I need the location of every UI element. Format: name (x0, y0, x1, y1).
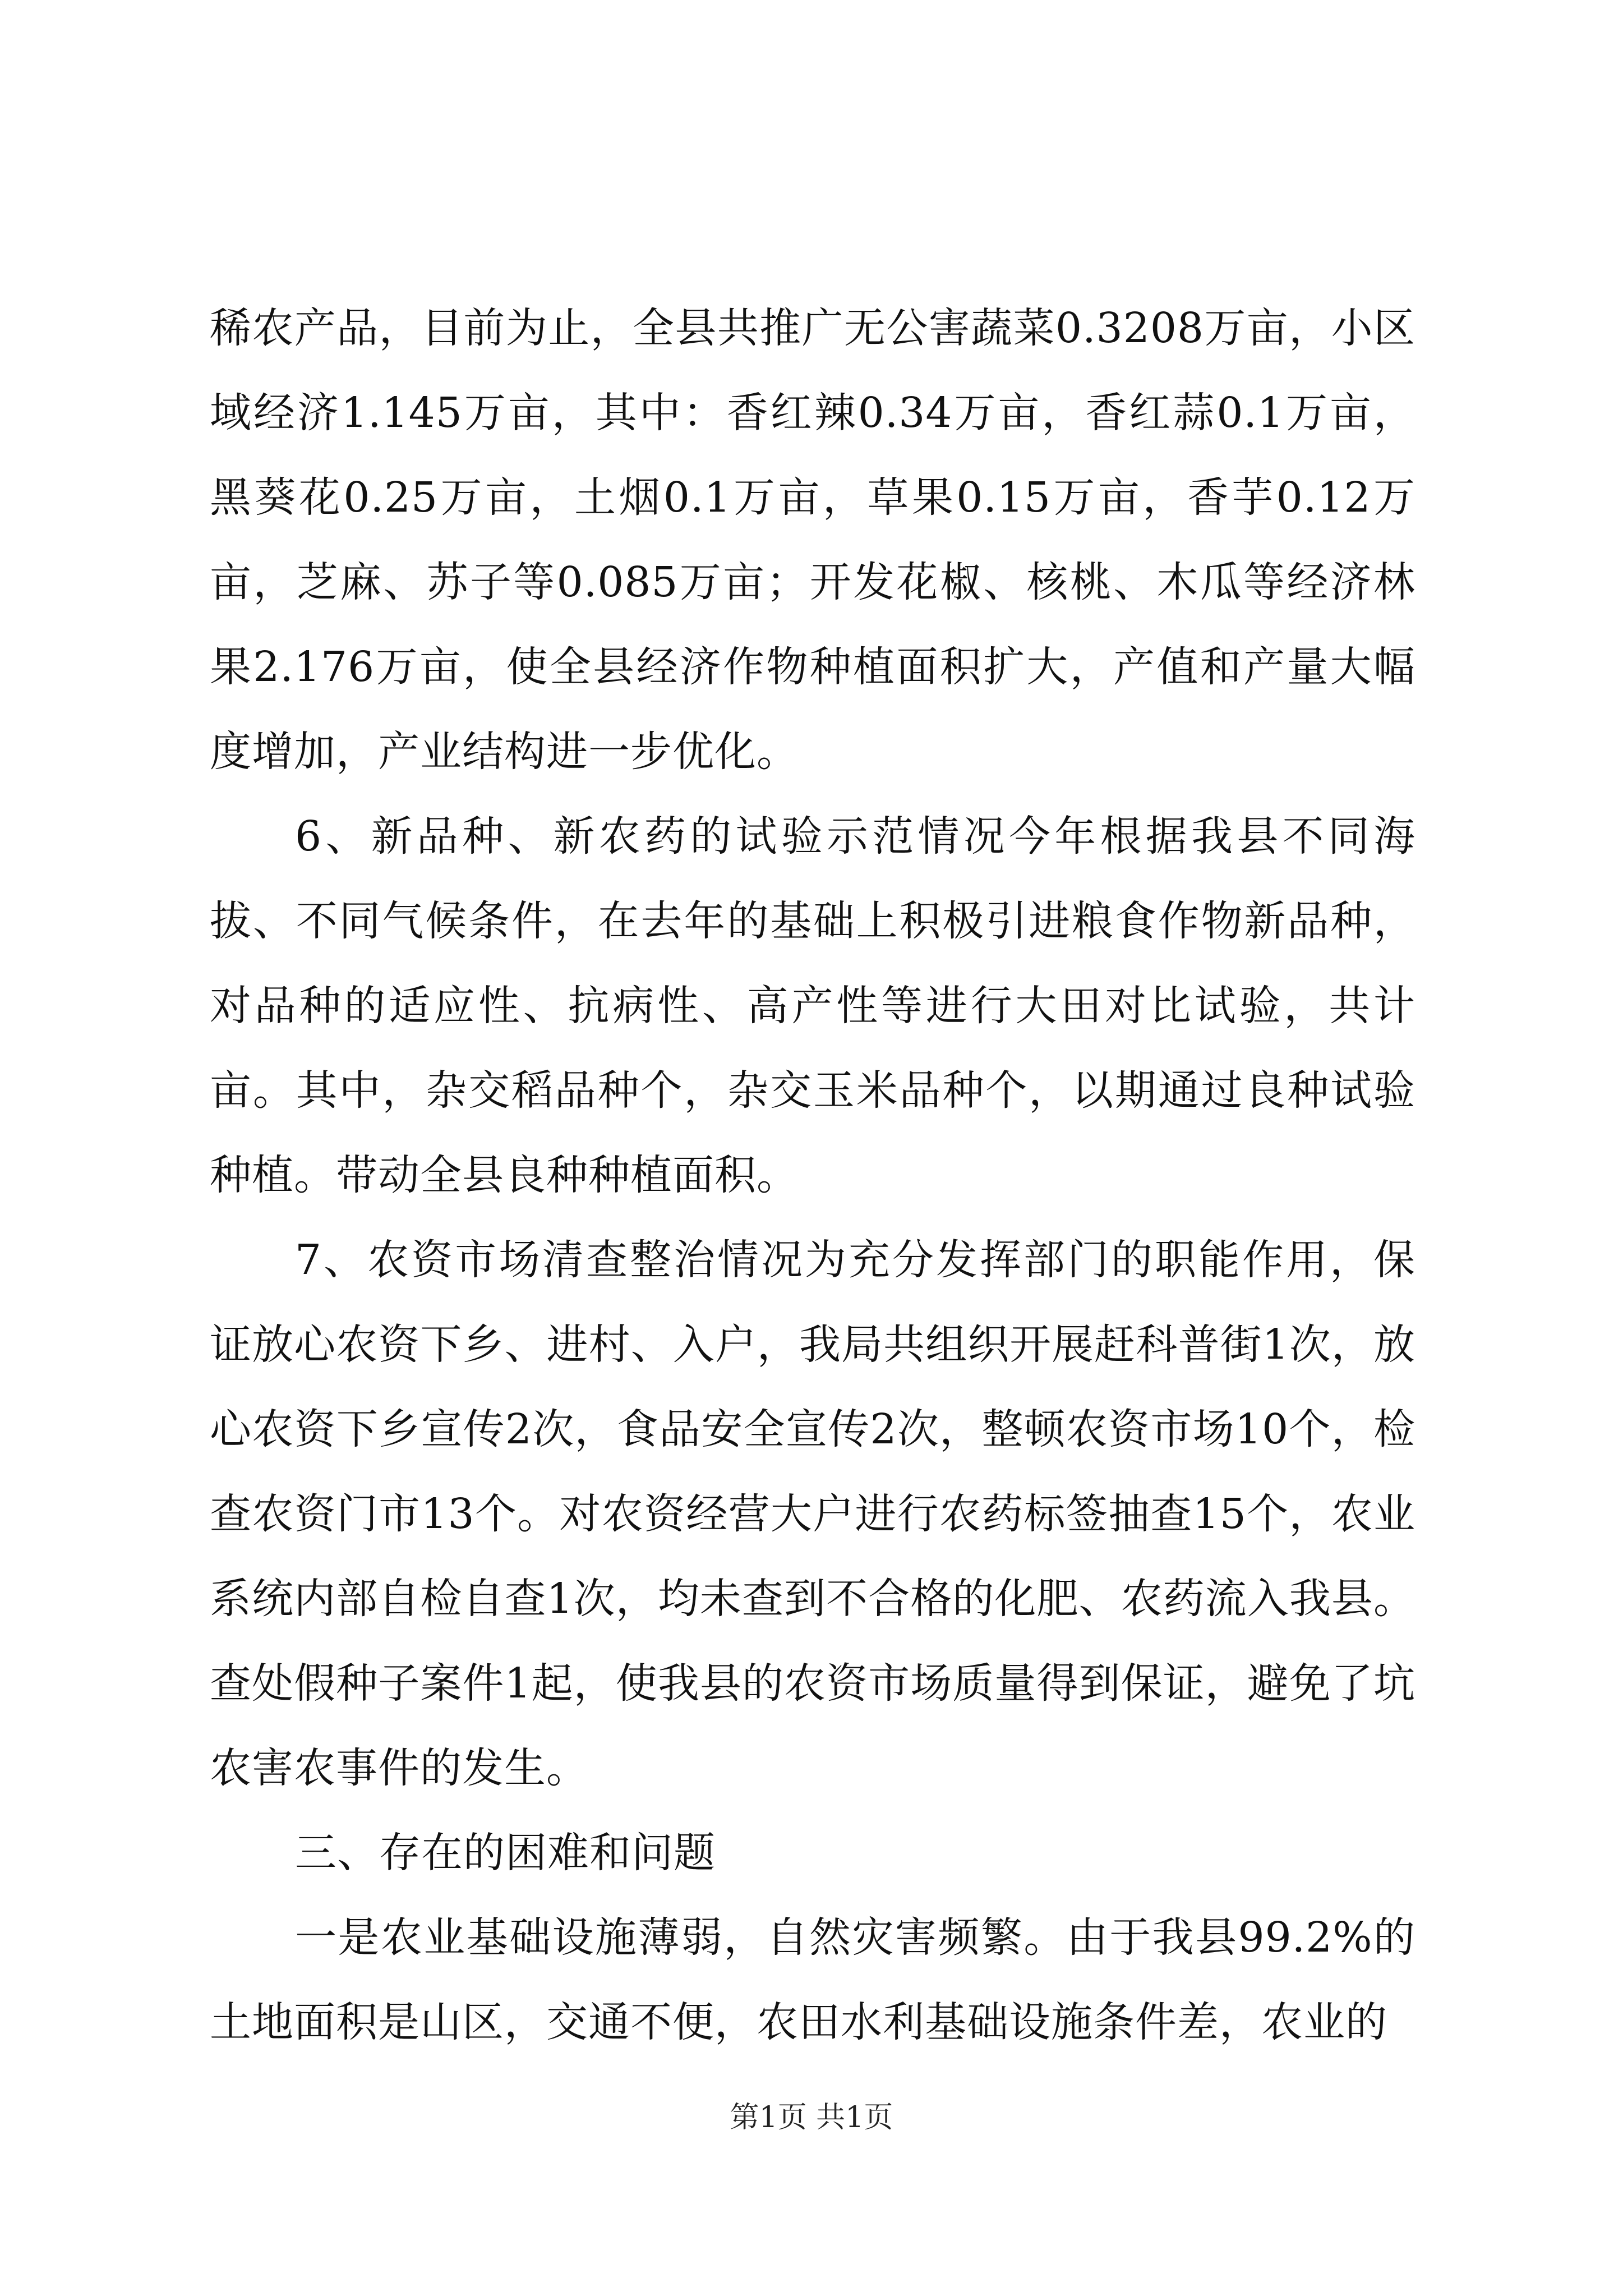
paragraph-new-varieties-trial: 6、新品种、新农药的试验示范情况今年根据我县不同海拔、不同气候条件，在去年的基础上积极引进粮食作物新品种，对品种的适应性、抗病性、高产性等进行大田对比试验，共计亩。其中，杂交稻品种个，杂交玉米品种个，以期通过良种试验种植。带动全县良种种植面积。 (210, 812, 1415, 1199)
paragraph-infrastructure-weakness: 一是农业基础设施薄弱，自然灾害频繁。由于我县99.2%的土地面积是山区，交通不便，农田水利基础设施条件差，农业的 (210, 1913, 1415, 2046)
page-number-label: 第1页 共1页 (730, 2101, 893, 2134)
document-body (210, 286, 1415, 2065)
paragraph-vegetable-promotion: 稀农产品，目前为止，全县共推广无公害蔬菜0.3208万亩，小区域经济1.145万亩，其中：香红辣0.34万亩，香红蒜0.1万亩，黑葵花0.25万亩，土烟0.1万亩，草果0.15万亩，香芋0.12万亩，芝麻、苏子等0.085万亩；开发花椒、核桃、木瓜等经济林果2.176万亩，使全县经济作物种植面积扩大，产值和产量大幅度增加，产业结构进一步优化。 (210, 304, 1415, 776)
paragraph-agri-market-inspection: 7、农资市场清查整治情况为充分发挥部门的职能作用，保证放心农资下乡、进村、入户，我局共组织开展赶科普街1次，放心农资下乡宣传2次，食品安全宣传2次，整顿农资市场10个，检查农资门市13个。对农资经营大户进行农药标签抽查15个，农业系统内部自检自查1次，均未查到不合格的化肥、农药流入我县。查处假种子案件1起，使我县的农资市场质量得到保证，避免了坑农害农事件的发生。 (210, 1236, 1415, 1792)
section-heading-difficulties: 三、存在的困难和问题 (295, 1829, 716, 1877)
page-footer (0, 2098, 1623, 2137)
